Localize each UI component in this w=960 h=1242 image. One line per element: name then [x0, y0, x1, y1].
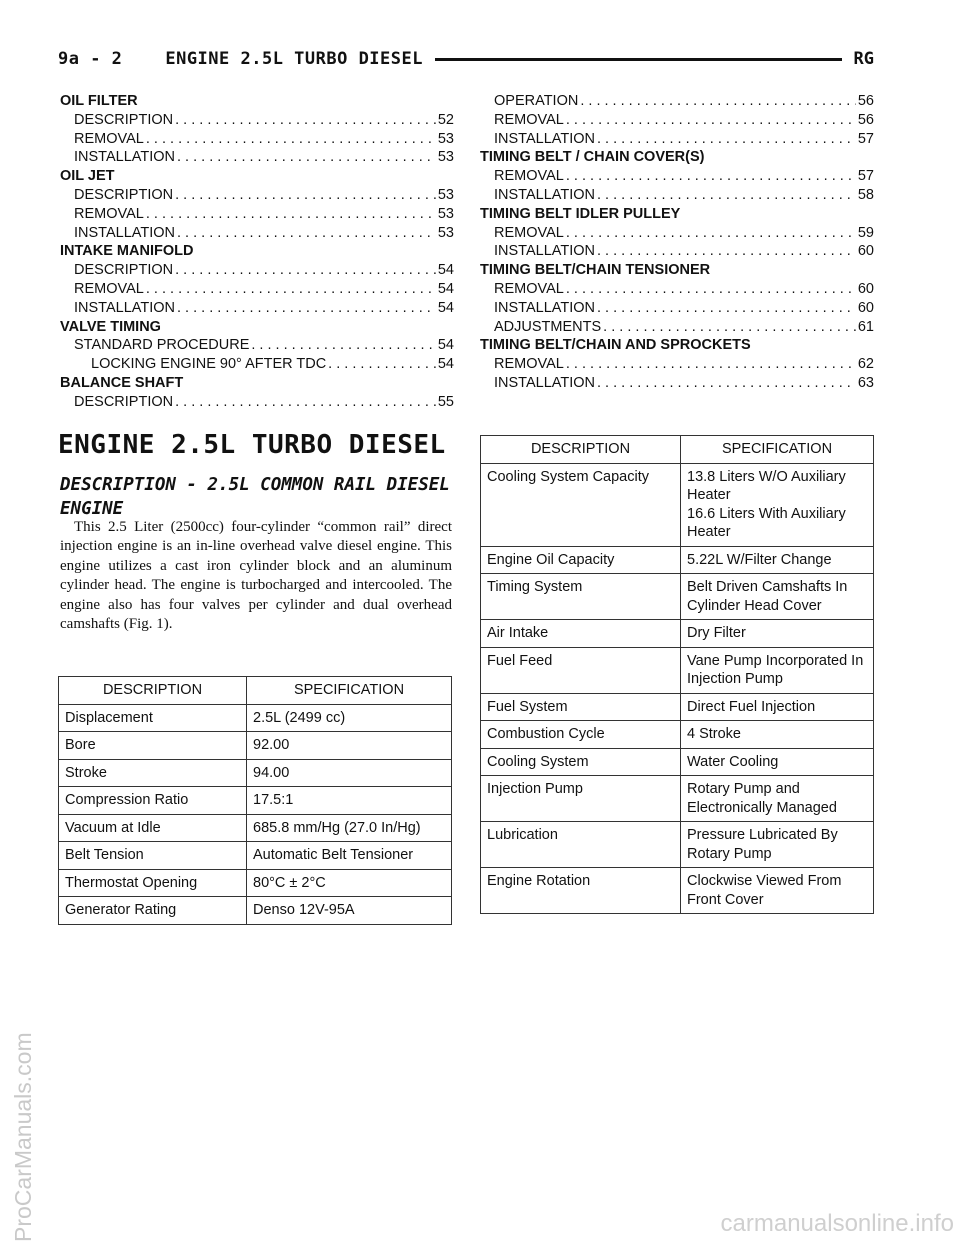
- table-row: [481, 776, 874, 822]
- main-title: ENGINE 2.5L TURBO DIESEL: [58, 430, 446, 460]
- toc-category: INTAKE MANIFOLD: [60, 243, 194, 260]
- toc-dot-leader: [597, 242, 856, 261]
- cell-specification: Dry Filter: [681, 620, 874, 648]
- toc-entry: [60, 355, 454, 374]
- cell-specification: Denso 12V-95A: [247, 897, 452, 925]
- toc-entry: [480, 299, 874, 318]
- toc-entry-label: INSTALLATION: [74, 149, 175, 166]
- toc-page-number: 60: [857, 299, 874, 316]
- cell-description: Stroke: [59, 759, 247, 787]
- toc-entry-label: INSTALLATION: [494, 130, 595, 147]
- table-row: [481, 620, 874, 648]
- toc-dot-leader: [146, 205, 436, 224]
- cell-specification: Pressure Lubricated By Rotary Pump: [681, 822, 874, 868]
- cell-description: Belt Tension: [59, 842, 247, 870]
- cell-specification: Water Cooling: [681, 748, 874, 776]
- table-row: [59, 842, 452, 870]
- toc-page-number: 56: [857, 93, 874, 109]
- toc-category: OIL JET: [60, 168, 115, 185]
- bottom-watermark: carmanualsonline.info: [720, 1210, 954, 1237]
- toc-page-number: 52: [437, 111, 454, 128]
- cell-specification: Direct Fuel Injection: [681, 693, 874, 721]
- toc-entry: [480, 374, 874, 393]
- toc-entry-label: LOCKING ENGINE 90° AFTER TDC: [91, 356, 327, 373]
- toc-page-number: 53: [437, 130, 454, 147]
- toc-entry-label: DESCRIPTION: [74, 393, 174, 410]
- table-header-specification: SPECIFICATION: [681, 436, 874, 464]
- toc-category: TIMING BELT/CHAIN TENSIONER: [480, 262, 711, 279]
- toc-entry: [480, 242, 874, 261]
- toc-dot-leader: [580, 92, 856, 111]
- toc-entry-label: REMOVAL: [74, 205, 144, 222]
- toc-category: BALANCE SHAFT: [60, 374, 184, 391]
- cell-description: Engine Rotation: [481, 868, 681, 914]
- toc-dot-leader: [146, 130, 436, 149]
- cell-description: Cooling System: [481, 748, 681, 776]
- toc-entry-label: INSTALLATION: [74, 299, 175, 316]
- cell-specification: 17.5:1: [247, 787, 452, 815]
- toc-entry: [60, 336, 454, 355]
- toc-page-number: 57: [857, 130, 874, 147]
- page-header: [58, 48, 874, 70]
- toc-dot-leader: [597, 374, 856, 393]
- toc-dot-leader: [597, 186, 856, 205]
- toc-entry-label: REMOVAL: [494, 168, 564, 185]
- toc-entry-label: DESCRIPTION: [74, 111, 174, 128]
- cell-description: Thermostat Opening: [59, 869, 247, 897]
- table-row: [59, 869, 452, 897]
- toc-entry-label: INSTALLATION: [494, 186, 595, 203]
- table-row: [59, 759, 452, 787]
- toc-entry-label: DESCRIPTION: [74, 262, 174, 279]
- toc-entry: [480, 92, 874, 111]
- cell-specification: 92.00: [247, 732, 452, 760]
- cell-specification: 94.00: [247, 759, 452, 787]
- toc-category: TIMING BELT IDLER PULLEY: [480, 205, 681, 222]
- toc-category: OIL FILTER: [60, 93, 138, 109]
- toc-dot-leader: [597, 299, 856, 318]
- spec-table-2: [480, 435, 874, 914]
- table-header-description: DESCRIPTION: [481, 436, 681, 464]
- toc-page-number: 60: [857, 280, 874, 297]
- toc-entry-label: DESCRIPTION: [74, 186, 174, 203]
- toc-category: VALVE TIMING: [60, 318, 161, 335]
- toc-page-number: 56: [857, 111, 874, 128]
- toc-page-number: 55: [437, 393, 454, 410]
- toc-entry-label: REMOVAL: [74, 130, 144, 147]
- table-row: [481, 822, 874, 868]
- section-subtitle: DESCRIPTION - 2.5L COMMON RAIL DIESEL ENGINE: [60, 475, 450, 519]
- toc-entry: [60, 148, 454, 167]
- table-header-row: [59, 677, 452, 705]
- toc-page-number: 60: [857, 243, 874, 260]
- toc-entry: [60, 130, 454, 149]
- toc-entry-label: OPERATION: [494, 93, 579, 109]
- toc-entry: [60, 299, 454, 318]
- toc-entry: [480, 224, 874, 243]
- toc-page-number: 62: [857, 356, 874, 373]
- toc-entry-label: INSTALLATION: [494, 243, 595, 260]
- side-watermark: ProCarManuals.com: [10, 1032, 36, 1242]
- table-row: [59, 787, 452, 815]
- cell-specification: Vane Pump Incorporated In Injection Pump: [681, 647, 874, 693]
- toc-dot-leader: [566, 167, 856, 186]
- toc-dot-leader: [566, 111, 856, 130]
- cell-description: Lubrication: [481, 822, 681, 868]
- toc-dot-leader: [177, 299, 436, 318]
- toc-entry-label: STANDARD PROCEDURE: [74, 337, 250, 354]
- toc-dot-leader: [177, 148, 436, 167]
- table-row: [481, 574, 874, 620]
- toc-entry-label: REMOVAL: [494, 111, 564, 128]
- cell-description: Timing System: [481, 574, 681, 620]
- cell-specification: 13.8 Liters W/O Auxiliary Heater 16.6 Liters With Auxiliary Heater: [681, 463, 874, 546]
- toc-entry-label: REMOVAL: [494, 224, 564, 241]
- table-row: [481, 868, 874, 914]
- toc-entry: [480, 186, 874, 205]
- table-row: [481, 647, 874, 693]
- toc-dot-leader: [146, 280, 436, 299]
- toc-entry: [60, 186, 454, 205]
- toc-page-number: 63: [857, 374, 874, 391]
- toc-page-number: 54: [437, 356, 454, 373]
- cell-specification: 5.22L W/Filter Change: [681, 546, 874, 574]
- toc-entry: [60, 111, 454, 130]
- cell-description: Vacuum at Idle: [59, 814, 247, 842]
- toc-category: TIMING BELT/CHAIN AND SPROCKETS: [480, 337, 751, 354]
- toc-entry: [480, 355, 874, 374]
- toc-page-number: 53: [437, 205, 454, 222]
- toc-entry-label: REMOVAL: [494, 356, 564, 373]
- table-row: [481, 748, 874, 776]
- cell-description: Injection Pump: [481, 776, 681, 822]
- toc-dot-leader: [175, 393, 436, 412]
- cell-description: Compression Ratio: [59, 787, 247, 815]
- cell-description: Air Intake: [481, 620, 681, 648]
- table-row: [481, 721, 874, 749]
- table-header-description: DESCRIPTION: [59, 677, 247, 705]
- toc-dot-leader: [566, 224, 856, 243]
- toc-page-number: 54: [437, 337, 454, 354]
- toc-entry: [60, 205, 454, 224]
- toc-page-number: 54: [437, 299, 454, 316]
- cell-specification: 80°C ± 2°C: [247, 869, 452, 897]
- cell-specification: 4 Stroke: [681, 721, 874, 749]
- cell-description: Engine Oil Capacity: [481, 546, 681, 574]
- cell-description: Cooling System Capacity: [481, 463, 681, 546]
- table-header-row: [481, 436, 874, 464]
- cell-description: Bore: [59, 732, 247, 760]
- cell-specification: Clockwise Viewed From Front Cover: [681, 868, 874, 914]
- header-rule: [435, 58, 842, 61]
- header-title: 9a - 2 ENGINE 2.5L TURBO DIESEL: [58, 49, 423, 69]
- table-row: [59, 814, 452, 842]
- toc-right-column: [480, 92, 874, 393]
- toc-page-number: 54: [437, 262, 454, 279]
- toc-dot-leader: [597, 130, 856, 149]
- toc-dot-leader: [328, 355, 436, 374]
- toc-dot-leader: [251, 336, 436, 355]
- cell-description: Fuel Feed: [481, 647, 681, 693]
- toc-page-number: 53: [437, 186, 454, 203]
- cell-description: Combustion Cycle: [481, 721, 681, 749]
- table-row: [481, 693, 874, 721]
- toc-category: TIMING BELT / CHAIN COVER(S): [480, 149, 705, 166]
- table-row: [481, 463, 874, 546]
- cell-specification: Belt Driven Camshafts In Cylinder Head Cover: [681, 574, 874, 620]
- toc-entry: [60, 280, 454, 299]
- toc-left-column: [60, 92, 454, 412]
- toc-dot-leader: [177, 224, 436, 243]
- toc-page-number: 53: [437, 224, 454, 241]
- toc-entry-label: REMOVAL: [494, 280, 564, 297]
- toc-page-number: 58: [857, 186, 874, 203]
- toc-entry-label: INSTALLATION: [494, 374, 595, 391]
- cell-specification: 2.5L (2499 cc): [247, 704, 452, 732]
- toc-dot-leader: [603, 318, 856, 337]
- toc-entry-label: INSTALLATION: [494, 299, 595, 316]
- cell-specification: 685.8 mm/Hg (27.0 In/Hg): [247, 814, 452, 842]
- spec-table-1: [58, 676, 452, 925]
- toc-page-number: 54: [437, 280, 454, 297]
- table-row: [481, 546, 874, 574]
- toc-dot-leader: [175, 261, 436, 280]
- toc-entry: [60, 224, 454, 243]
- toc-entry: [60, 393, 454, 412]
- toc-dot-leader: [566, 355, 856, 374]
- toc-entry: [480, 318, 874, 337]
- toc-page-number: 53: [437, 149, 454, 166]
- toc-page-number: 59: [857, 224, 874, 241]
- toc-page-number: 61: [857, 318, 874, 335]
- toc-dot-leader: [566, 280, 856, 299]
- toc-entry: [480, 111, 874, 130]
- table-row: [59, 732, 452, 760]
- table-row: [59, 704, 452, 732]
- cell-description: Generator Rating: [59, 897, 247, 925]
- cell-specification: Rotary Pump and Electronically Managed: [681, 776, 874, 822]
- cell-description: Fuel System: [481, 693, 681, 721]
- toc-entry-label: INSTALLATION: [74, 224, 175, 241]
- toc-entry: [480, 167, 874, 186]
- toc-entry-label: ADJUSTMENTS: [494, 318, 602, 335]
- toc-dot-leader: [175, 111, 436, 130]
- table-header-specification: SPECIFICATION: [247, 677, 452, 705]
- toc-page-number: 57: [857, 168, 874, 185]
- cell-specification: Automatic Belt Tensioner: [247, 842, 452, 870]
- header-section-code: RG: [853, 49, 874, 69]
- toc-entry: [60, 261, 454, 280]
- toc-entry: [480, 280, 874, 299]
- toc-entry: [480, 130, 874, 149]
- table-row: [59, 897, 452, 925]
- toc-dot-leader: [175, 186, 436, 205]
- cell-description: Displacement: [59, 704, 247, 732]
- description-paragraph: This 2.5 Liter (2500cc) four-cylinder “common rail” direct injection engine is an in-line overhead valve diesel engine. This engine utilizes a cast iron cylinder block and an aluminum cylinder head. The engine is turbocharged and intercooled. The engine also has four valves per cylinder and dual overhead camshafts (Fig. 1).: [60, 519, 452, 633]
- toc-entry-label: REMOVAL: [74, 280, 144, 297]
